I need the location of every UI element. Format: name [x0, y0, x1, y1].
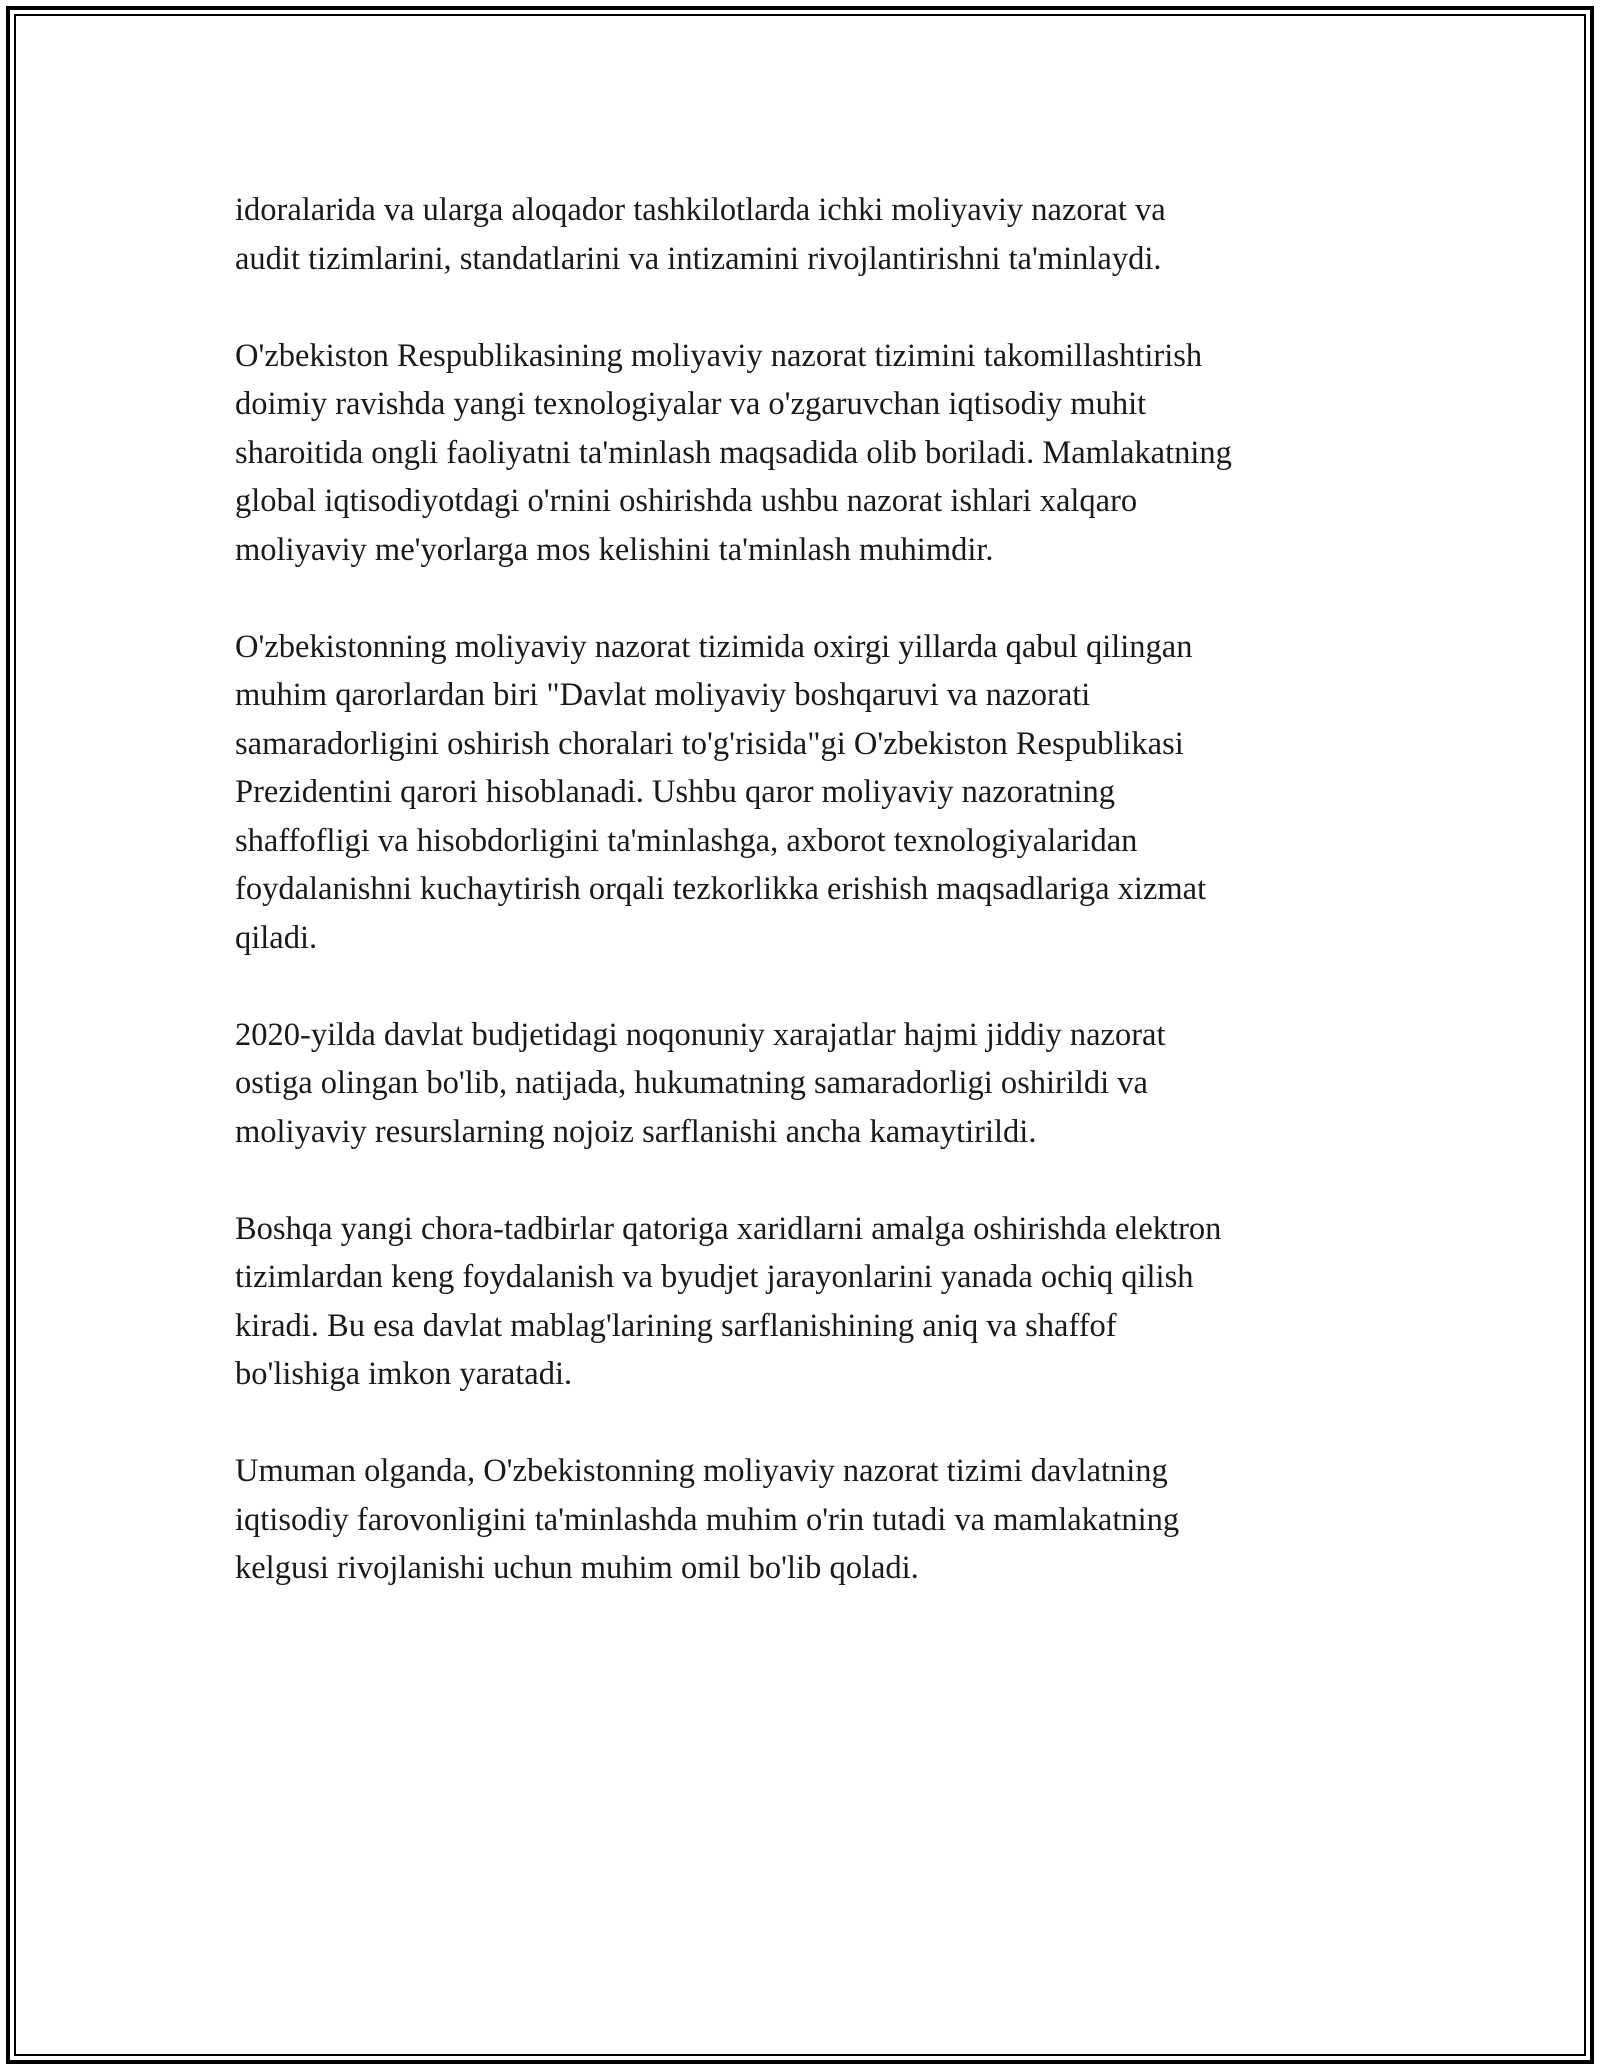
text-line: O'zbekiston Respublikasining moliyaviy nazorat tizimini takomillashtirish — [235, 337, 1203, 374]
text-line: 2020-yilda davlat budjetidagi noqonuniy xarajatlar hajmi jiddiy nazorat — [235, 1016, 1166, 1053]
text-line: O'zbekistonning moliyaviy nazorat tizimida oxirgi yillarda qabul qilingan — [235, 628, 1193, 665]
paragraph-6 — [235, 1447, 1385, 1593]
document-body — [235, 186, 1385, 1593]
text-line: moliyaviy me'yorlarga mos kelishini ta'minlash muhimdir. — [235, 531, 994, 568]
text-line: samaradorligini oshirish choralari to'g'risida"gi O'zbekiston Respublikasi — [235, 725, 1184, 762]
text-line: shaffofligi va hisobdorligini ta'minlashga, axborot texnologiyalaridan — [235, 822, 1138, 859]
text-line: tizimlardan keng foydalanish va byudjet jarayonlarini yanada ochiq qilish — [235, 1259, 1194, 1295]
paragraph-3 — [235, 623, 1385, 963]
text-line: idoralarida va ularga aloqador tashkilotlarda ichki moliyaviy nazorat va — [235, 192, 1166, 228]
text-line: iqtisodiy farovonligini ta'minlashda muhim o'rin tutadi va mamlakatning — [235, 1501, 1180, 1538]
text-line: ostiga olingan bo'lib, natijada, hukumatning samaradorligi oshirildi va — [235, 1065, 1148, 1101]
text-line: doimiy ravishda yangi texnologiyalar va o'zgaruvchan iqtisodiy muhit — [235, 386, 1147, 422]
text-line: sharoitida ongli faoliyatni ta'minlash maqsadida olib boriladi. Mamlakatning — [235, 434, 1232, 471]
text-line: muhim qarorlardan biri "Davlat moliyaviy boshqaruvi va nazorati — [235, 677, 1091, 713]
paragraph-4 — [235, 1011, 1385, 1157]
paragraph-2 — [235, 332, 1385, 575]
paragraph-1 — [235, 186, 1385, 283]
text-line: global iqtisodiyotdagi o'rnini oshirishda ushbu nazorat ishlari xalqaro — [235, 483, 1138, 519]
text-line: audit tizimlarini, standatlarini va intizamini rivojlantirishni ta'minlaydi. — [235, 240, 1162, 277]
text-line: Boshqa yangi chora-tadbirlar qatoriga xaridlarni amalga oshirishda elektron — [235, 1210, 1222, 1247]
text-line: bo'lishiga imkon yaratadi. — [235, 1356, 573, 1392]
text-line: Prezidentini qarori hisoblanadi. Ushbu qaror moliyaviy nazoratning — [235, 774, 1115, 810]
text-line: qiladi. — [235, 919, 318, 956]
paragraph-5 — [235, 1205, 1385, 1399]
text-line: kiradi. Bu esa davlat mablag'larining sarflanishining aniq va shaffof — [235, 1307, 1117, 1344]
text-line: kelgusi rivojlanishi uchun muhim omil bo'lib qoladi. — [235, 1550, 919, 1586]
text-line: Umuman olganda, O'zbekistonning moliyaviy nazorat tizimi davlatning — [235, 1453, 1168, 1489]
text-line: moliyaviy resurslarning nojoiz sarflanishi ancha kamaytirildi. — [235, 1113, 1037, 1150]
text-line: foydalanishni kuchaytirish orqali tezkorlikka erishish maqsadlariga xizmat — [235, 871, 1207, 907]
